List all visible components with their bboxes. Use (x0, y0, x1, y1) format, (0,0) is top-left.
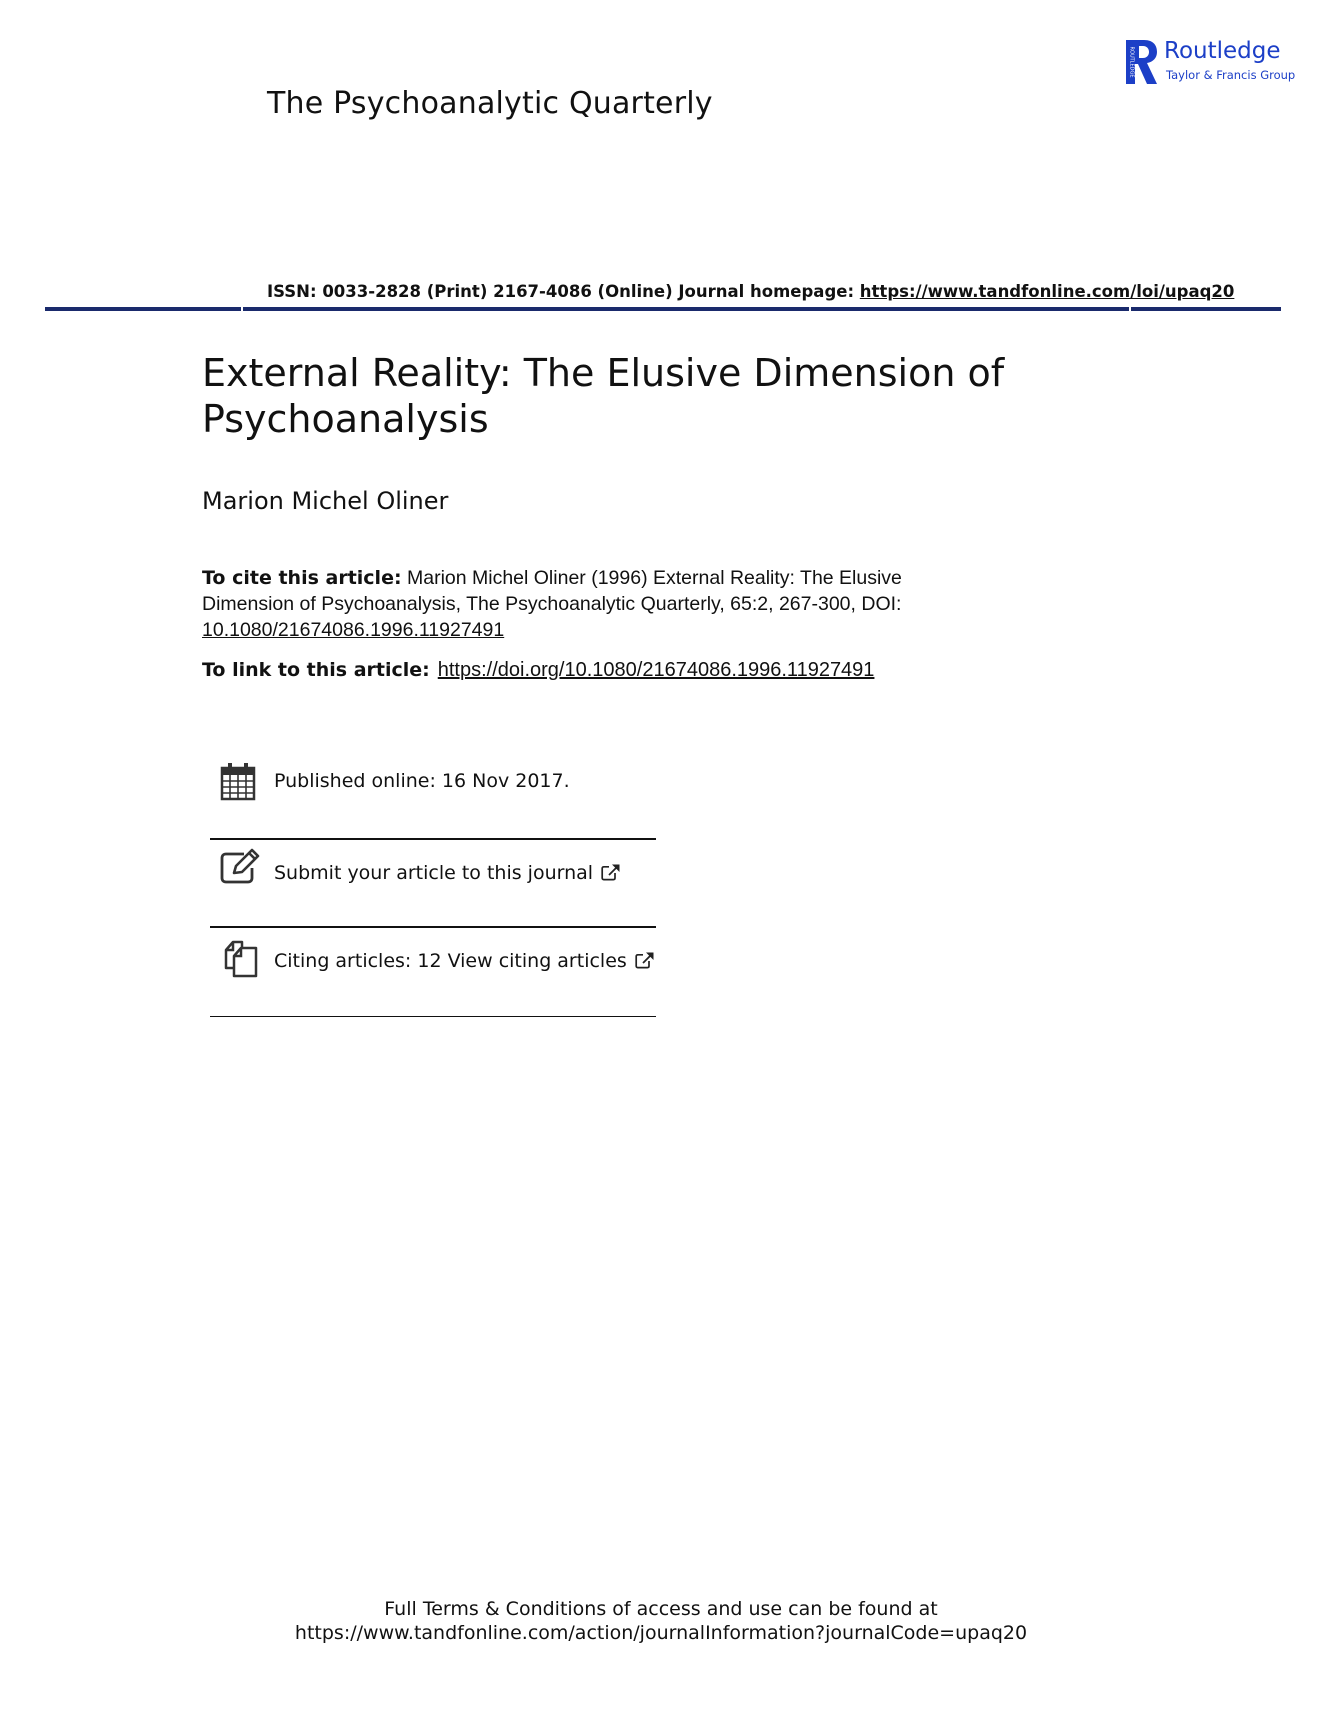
article-author: Marion Michel Oliner (202, 487, 449, 515)
external-link-icon[interactable] (601, 863, 621, 881)
footer-terms-link[interactable]: https://www.tandfonline.com/action/journalInformation?journalCode=upaq20 (294, 1622, 1028, 1644)
citing-articles-label-wrap (274, 950, 655, 972)
publisher-group: Taylor & Francis Group (1166, 68, 1296, 82)
citation-doi-link[interactable]: 10.1080/21674086.1996.11927491 (202, 619, 505, 641)
citing-articles-link[interactable]: Citing articles: 12 View citing articles (274, 950, 627, 972)
article-link-block (202, 659, 874, 682)
issn-line (267, 282, 1234, 301)
submit-article-label-wrap (274, 862, 621, 884)
logo-side-text: ROUTLEDGE (1128, 46, 1135, 78)
rule-gap (1129, 307, 1131, 311)
divider (210, 926, 656, 928)
citation-block (202, 565, 982, 643)
edit-icon (220, 848, 260, 884)
divider (210, 1016, 656, 1017)
journal-title: The Psychoanalytic Quarterly (267, 86, 713, 121)
external-link-icon[interactable] (635, 951, 655, 969)
footer-line-1: Full Terms & Conditions of access and use can be found at (384, 1598, 938, 1620)
article-doi-link[interactable]: https://doi.org/10.1080/21674086.1996.11927491 (437, 659, 875, 681)
routledge-logo[interactable] (1126, 38, 1296, 86)
published-online-label: Published online: 16 Nov 2017. (274, 770, 570, 792)
header-rule (45, 307, 1281, 311)
divider (210, 838, 656, 840)
citation-text: Marion Michel Oliner (1996) External Reality: The Elusive Dimension of Psychoanalysis, The Psychoanalytic Quarterly, 65:2, 267-300, DOI: (202, 567, 902, 615)
citation-lead: To cite this article: (202, 567, 402, 589)
submit-article-link[interactable]: Submit your article to this journal (274, 862, 594, 884)
article-title: External Reality: The Elusive Dimension of Psychoanalysis (202, 351, 1005, 441)
documents-icon (220, 938, 258, 978)
published-online-row (210, 760, 656, 824)
publisher-name: Routledge (1164, 38, 1281, 64)
footer-terms (0, 1597, 1322, 1645)
submit-article-row[interactable] (210, 848, 656, 918)
issn-text: ISSN: 0033-2828 (Print) 2167-4086 (Online) Journal homepage: (267, 282, 860, 301)
routledge-r-icon (1126, 40, 1158, 84)
link-lead: To link to this article: (202, 659, 430, 681)
citing-articles-row[interactable] (210, 936, 656, 1006)
journal-homepage-link[interactable]: https://www.tandfonline.com/loi/upaq20 (859, 282, 1235, 301)
rule-gap (241, 307, 243, 311)
calendar-icon (220, 762, 256, 802)
